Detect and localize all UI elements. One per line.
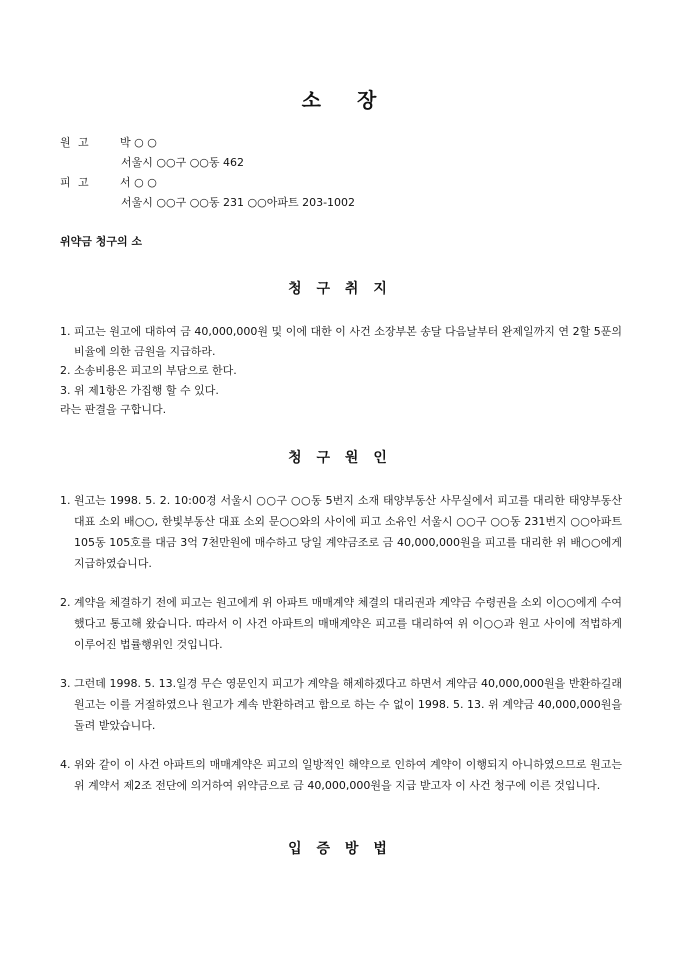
- defendant-name: 서 ○ ○: [120, 176, 157, 189]
- claim-heading: 청 구 취 지: [288, 281, 392, 297]
- defendant-role: 피 고: [60, 176, 89, 189]
- plaintiff-line: [60, 133, 157, 153]
- evidence-heading: 입 증 방 법: [288, 841, 392, 857]
- cause-item-2: [60, 592, 622, 655]
- plaintiff-name: 박 ○ ○: [120, 136, 157, 149]
- defendant-line: [60, 173, 157, 193]
- list-item: 3. 위 제1항은 가집행 할 수 있다.: [60, 383, 219, 397]
- list-item: 2. 계약을 체결하기 전에 피고는 원고에게 위 아파트 매매계약 체결의 대리권과 계약금 수령권을 소외 이○○에게 수여했다고 통고해 왔습니다. 따라서 이 사건 아파트의 매매계약은 피고를 대리하여 위 이○○과 원고 사이에 적법하게 이루어진 법률행위인 것입니다.: [60, 596, 622, 651]
- cause-item-3: [60, 673, 622, 736]
- list-item: 2. 소송비용은 피고의 부담으로 한다.: [60, 364, 237, 377]
- cause-item-4: [60, 754, 622, 796]
- claim-list: [60, 322, 622, 420]
- plaintiff-role: 원 고: [60, 136, 89, 149]
- cause-item-1: [60, 490, 622, 574]
- title-char-1: 소: [301, 88, 323, 112]
- title-char-2: 장: [357, 88, 379, 112]
- claim-closing: 라는 판결을 구합니다.: [60, 403, 167, 416]
- list-item: 4. 위와 같이 이 사건 아파트의 매매계약은 피고의 일방적인 해약으로 인하여 계약이 이행되지 아니하였으므로 원고는 위 계약서 제2조 전단에 의거하여 위약금으로 금 40,000,000원을 지급 받고자 이 사건 청구에 이른 것입니다.: [60, 758, 622, 792]
- document-title: [0, 84, 680, 113]
- list-item: 3. 그런데 1998. 5. 13.일경 무슨 영문인지 피고가 계약을 해제하겠다고 하면서 계약금 40,000,000원을 반환하길래 원고는 이를 거절하였으나 원고가 계속 반환하려고 함으로 하는 수 없이 1998. 5. 13. 위 계약금 40,000,000원을 돌려 받았습니다.: [60, 677, 622, 732]
- defendant-address: 서울시 ○○구 ○○동 231 ○○아파트 203-1002: [121, 196, 356, 209]
- list-item: 1. 피고는 원고에 대하여 금 40,000,000원 및 이에 대한 이 사건 소장부본 송달 다음날부터 완제일까지 연 2할 5푼의 비율에 의한 금원을 지급하라.: [60, 325, 622, 358]
- case-name: 위약금 청구의 소: [60, 235, 143, 248]
- list-item: 1. 원고는 1998. 5. 2. 10:00경 서울시 ○○구 ○○동 5번지 소재 태양부동산 사무실에서 피고를 대리한 태양부동산 대표 소외 배○○, 한빛부동산 대표 소외 문○○와의 사이에 피고 소유인 서울시 ○○구 ○○동 231번지 ○○아파트 105동 105호를 대금 3억 7천만원에 매수하고 당일 계약금조로 금 40,000,000원을 피고를 대리한 위 배○○에게 지급하였습니다.: [60, 494, 622, 570]
- plaintiff-address: 서울시 ○○구 ○○동 462: [121, 156, 245, 169]
- cause-heading: 청 구 원 인: [288, 450, 392, 466]
